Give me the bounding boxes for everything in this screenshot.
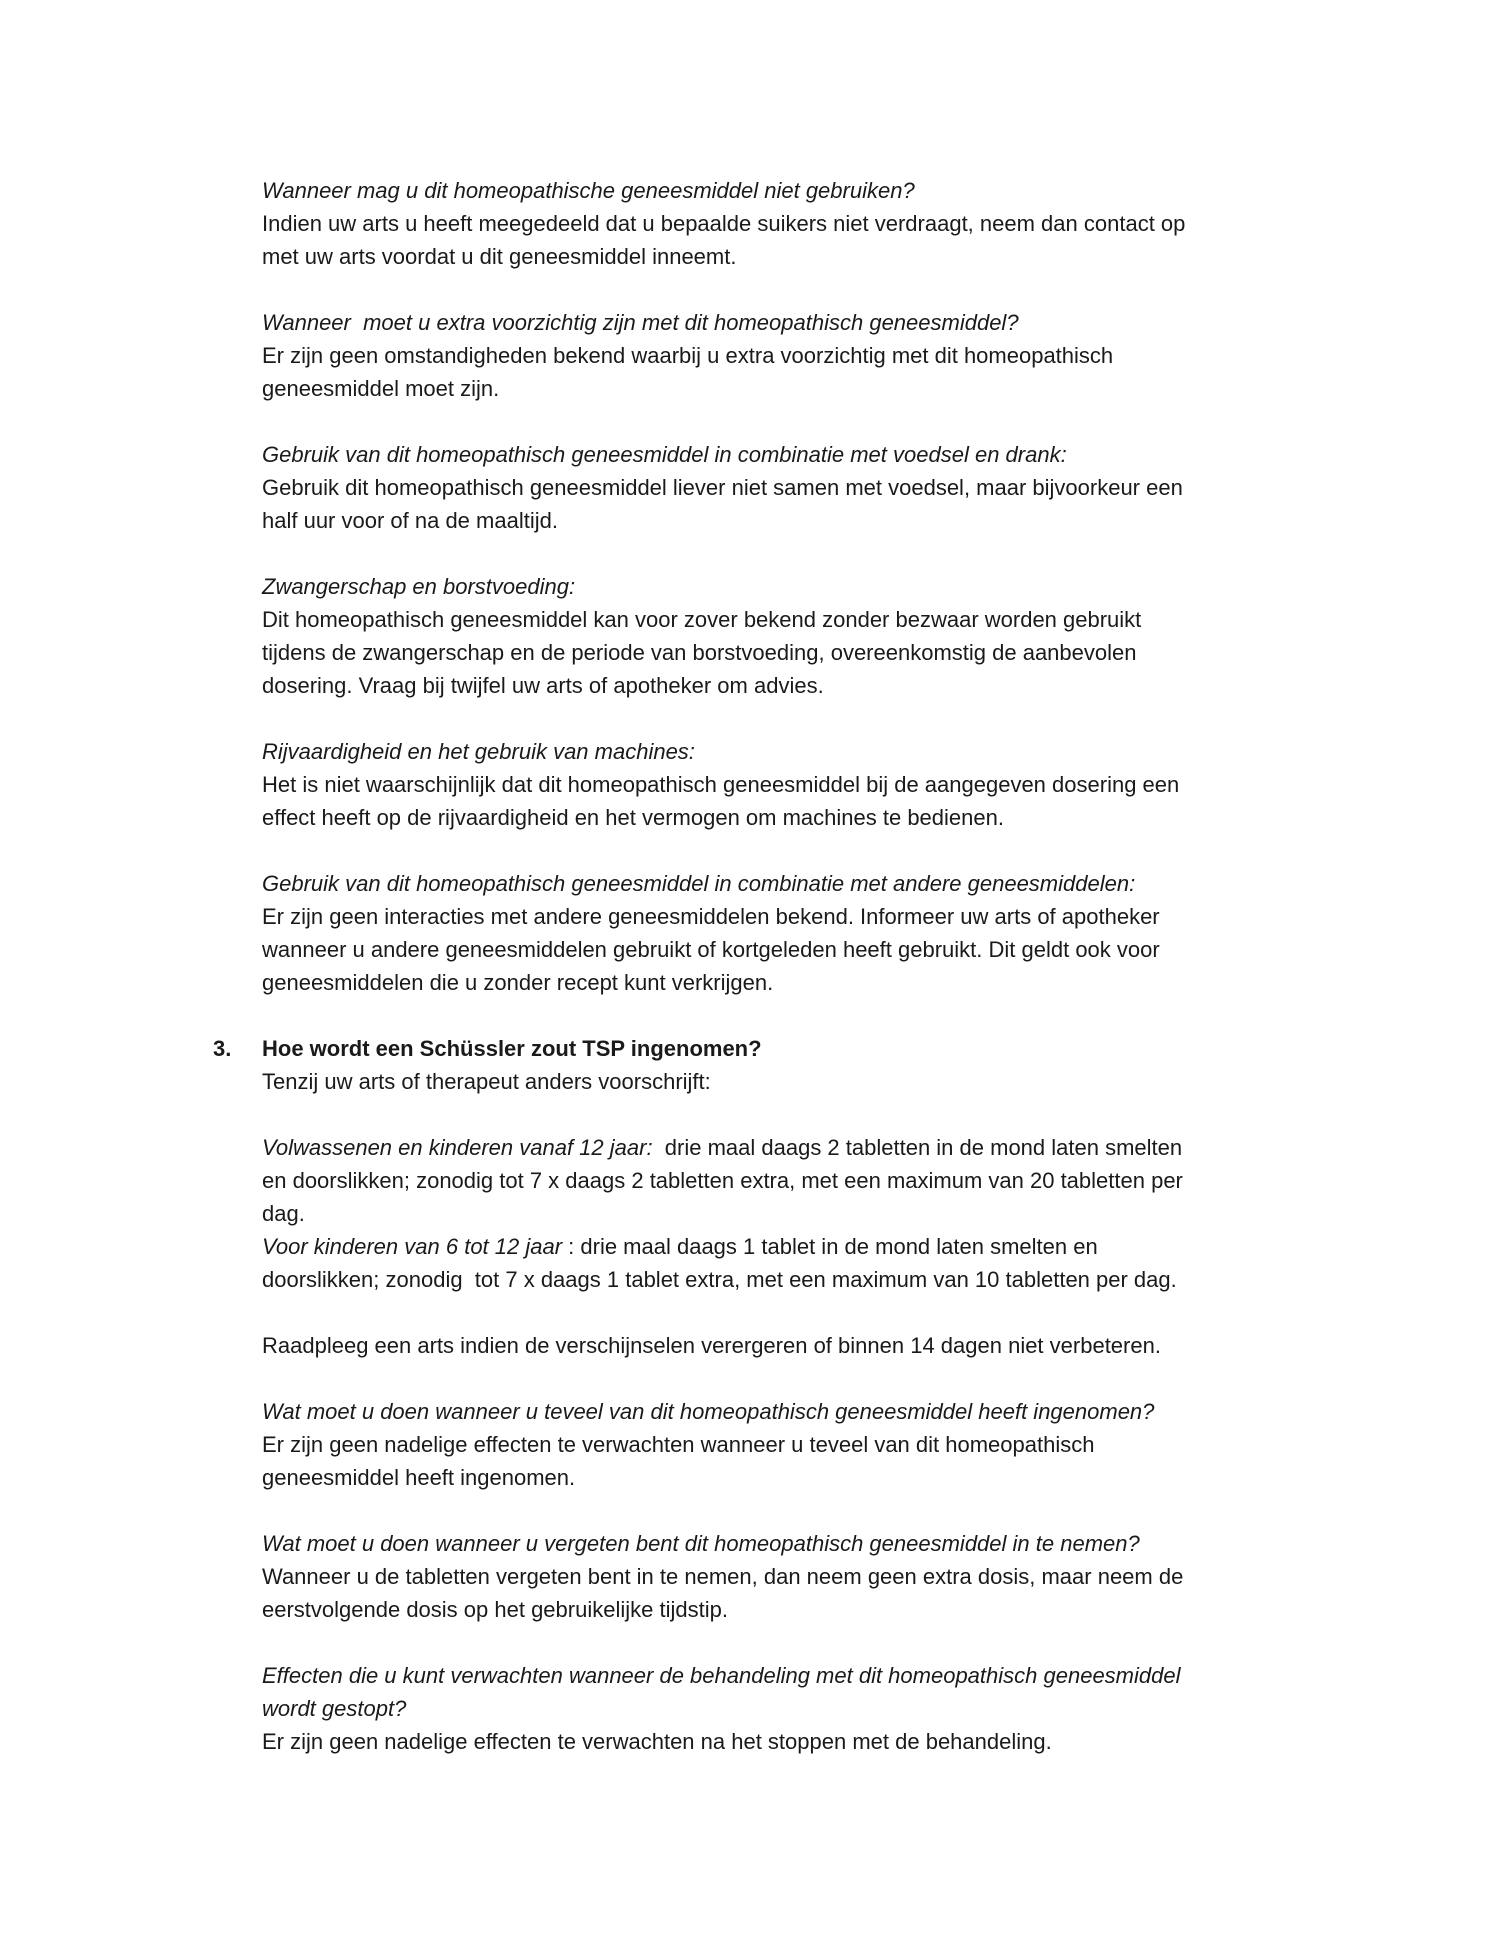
text-segment: Volwassenen en kinderen vanaf 12 jaar: xyxy=(262,1135,653,1160)
text-segment: Raadpleeg een arts indien de verschijnselen verergeren of binnen 14 dagen niet verbeteren. xyxy=(262,1333,1161,1358)
text-line xyxy=(262,900,1362,933)
text-line xyxy=(262,1065,1362,1098)
text-segment: Dit homeopathisch geneesmiddel kan voor zover bekend zonder bezwaar worden gebruikt xyxy=(262,607,1142,632)
text-segment: Wanneer moet u extra voorzichtig zijn met dit homeopathisch geneesmiddel? xyxy=(262,310,1019,335)
text-line xyxy=(262,1164,1362,1197)
use-with-food-drink xyxy=(262,438,1362,537)
text-segment: Er zijn geen nadelige effecten te verwachten wanneer u teveel van dit homeopathisch xyxy=(262,1432,1095,1457)
text-line xyxy=(262,1263,1362,1296)
dosage-instructions xyxy=(262,1131,1362,1296)
text-line xyxy=(262,1032,1362,1065)
question-overdose xyxy=(262,1395,1362,1494)
text-segment: Wanneer u de tabletten vergeten bent in te nemen, dan neem geen extra dosis, maar neem de xyxy=(262,1564,1184,1589)
text-line xyxy=(262,1725,1362,1758)
pregnancy-breastfeeding xyxy=(262,570,1362,702)
text-segment: Er zijn geen omstandigheden bekend waarbij u extra voorzichtig met dit homeopathisch xyxy=(262,343,1114,368)
text-line xyxy=(262,240,1362,273)
text-segment: Gebruik van dit homeopathisch geneesmiddel in combinatie met voedsel en drank: xyxy=(262,442,1067,467)
text-segment: Indien uw arts u heeft meegedeeld dat u bepaalde suikers niet verdraagt, neem dan contact op xyxy=(262,211,1186,236)
text-line xyxy=(262,1428,1362,1461)
text-line xyxy=(262,1131,1362,1164)
leaflet-text-content xyxy=(213,174,1362,1758)
text-line xyxy=(262,504,1362,537)
text-segment: Tenzij uw arts of therapeut anders voorschrijft: xyxy=(262,1069,711,1094)
text-segment: Voor kinderen van 6 tot 12 jaar xyxy=(262,1234,563,1259)
text-line xyxy=(262,801,1362,834)
text-segment: dosering. Vraag bij twijfel uw arts of apotheker om advies. xyxy=(262,673,824,698)
question-extra-caution xyxy=(262,306,1362,405)
text-line xyxy=(262,1461,1362,1494)
text-line xyxy=(262,174,1362,207)
text-segment: drie maal daags 2 tabletten in de mond laten smelten xyxy=(652,1135,1183,1160)
text-segment: Er zijn geen nadelige effecten te verwachten na het stoppen met de behandeling. xyxy=(262,1729,1052,1754)
text-segment: Er zijn geen interacties met andere geneesmiddelen bekend. Informeer uw arts of apotheker xyxy=(262,904,1160,929)
text-segment: Het is niet waarschijnlijk dat dit homeopathisch geneesmiddel bij de aangegeven dosering een xyxy=(262,772,1180,797)
driving-machines xyxy=(262,735,1362,834)
text-segment: met uw arts voordat u dit geneesmiddel inneemt. xyxy=(262,244,737,269)
text-segment: en doorslikken; zonodig tot 7 x daags 2 tabletten extra, met een maximum van 20 tabletten per xyxy=(262,1168,1183,1193)
text-segment: effect heeft op de rijvaardigheid en het vermogen om machines te bedienen. xyxy=(262,805,1004,830)
question-when-not-to-use xyxy=(262,174,1362,273)
text-segment: geneesmiddel heeft ingenomen. xyxy=(262,1465,576,1490)
text-line xyxy=(262,339,1362,372)
text-line xyxy=(262,438,1362,471)
text-segment: Gebruik dit homeopathisch geneesmiddel liever niet samen met voedsel, maar bijvoorkeur een xyxy=(262,475,1183,500)
use-with-other-medicines xyxy=(262,867,1362,999)
text-segment: Wat moet u doen wanneer u teveel van dit homeopathisch geneesmiddel heeft ingenomen? xyxy=(262,1399,1155,1424)
text-segment: half uur voor of na de maaltijd. xyxy=(262,508,558,533)
text-line xyxy=(262,735,1362,768)
text-segment: tijdens de zwangerschap en de periode van borstvoeding, overeenkomstig de aanbevolen xyxy=(262,640,1137,665)
text-segment: geneesmiddel moet zijn. xyxy=(262,376,500,401)
text-segment: geneesmiddelen die u zonder recept kunt verkrijgen. xyxy=(262,970,774,995)
text-line xyxy=(262,1527,1362,1560)
text-line xyxy=(262,933,1362,966)
text-segment: dag. xyxy=(262,1201,305,1226)
text-line xyxy=(262,603,1362,636)
text-line xyxy=(262,1560,1362,1593)
text-segment: eerstvolgende dosis op het gebruikelijke tijdstip. xyxy=(262,1597,728,1622)
text-line xyxy=(262,207,1362,240)
question-forgotten-dose xyxy=(262,1527,1362,1626)
text-segment: Zwangerschap en borstvoeding: xyxy=(262,574,576,599)
text-line xyxy=(262,471,1362,504)
text-segment: Rijvaardigheid en het gebruik van machines: xyxy=(262,739,695,764)
text-segment: : drie maal daags 1 tablet in de mond laten smelten en xyxy=(562,1234,1098,1259)
list-number: 3. xyxy=(213,1036,232,1061)
text-line xyxy=(262,1593,1362,1626)
text-line xyxy=(262,1329,1362,1362)
text-line xyxy=(262,636,1362,669)
text-segment: Wat moet u doen wanneer u vergeten bent dit homeopathisch geneesmiddel in te nemen? xyxy=(262,1531,1140,1556)
text-line xyxy=(262,966,1362,999)
text-segment: Hoe wordt een Schüssler zout TSP ingenomen? xyxy=(262,1036,762,1061)
text-line xyxy=(262,372,1362,405)
text-segment: Gebruik van dit homeopathisch geneesmiddel in combinatie met andere geneesmiddelen: xyxy=(262,871,1136,896)
text-line xyxy=(262,1395,1362,1428)
effects-stopping-treatment xyxy=(262,1659,1362,1758)
text-segment: Wanneer mag u dit homeopathische geneesmiddel niet gebruiken? xyxy=(262,178,915,203)
text-line xyxy=(262,1197,1362,1230)
text-line xyxy=(262,768,1362,801)
text-segment: wanneer u andere geneesmiddelen gebruikt of kortgeleden heeft gebruikt. Dit geldt ook voor xyxy=(262,937,1160,962)
text-segment: Effecten die u kunt verwachten wanneer de behandeling met dit homeopathisch geneesmiddel xyxy=(262,1663,1181,1688)
text-line xyxy=(262,669,1362,702)
text-segment: wordt gestopt? xyxy=(262,1696,407,1721)
section-3-how-to-take xyxy=(213,1032,1362,1098)
text-line xyxy=(262,306,1362,339)
text-line xyxy=(262,570,1362,603)
text-segment: doorslikken; zonodig tot 7 x daags 1 tablet extra, met een maximum van 10 tabletten per dag. xyxy=(262,1267,1177,1292)
text-line xyxy=(262,1692,1362,1725)
consult-doctor-note xyxy=(262,1329,1362,1362)
text-line xyxy=(262,1659,1362,1692)
text-line xyxy=(262,867,1362,900)
text-line xyxy=(262,1230,1362,1263)
